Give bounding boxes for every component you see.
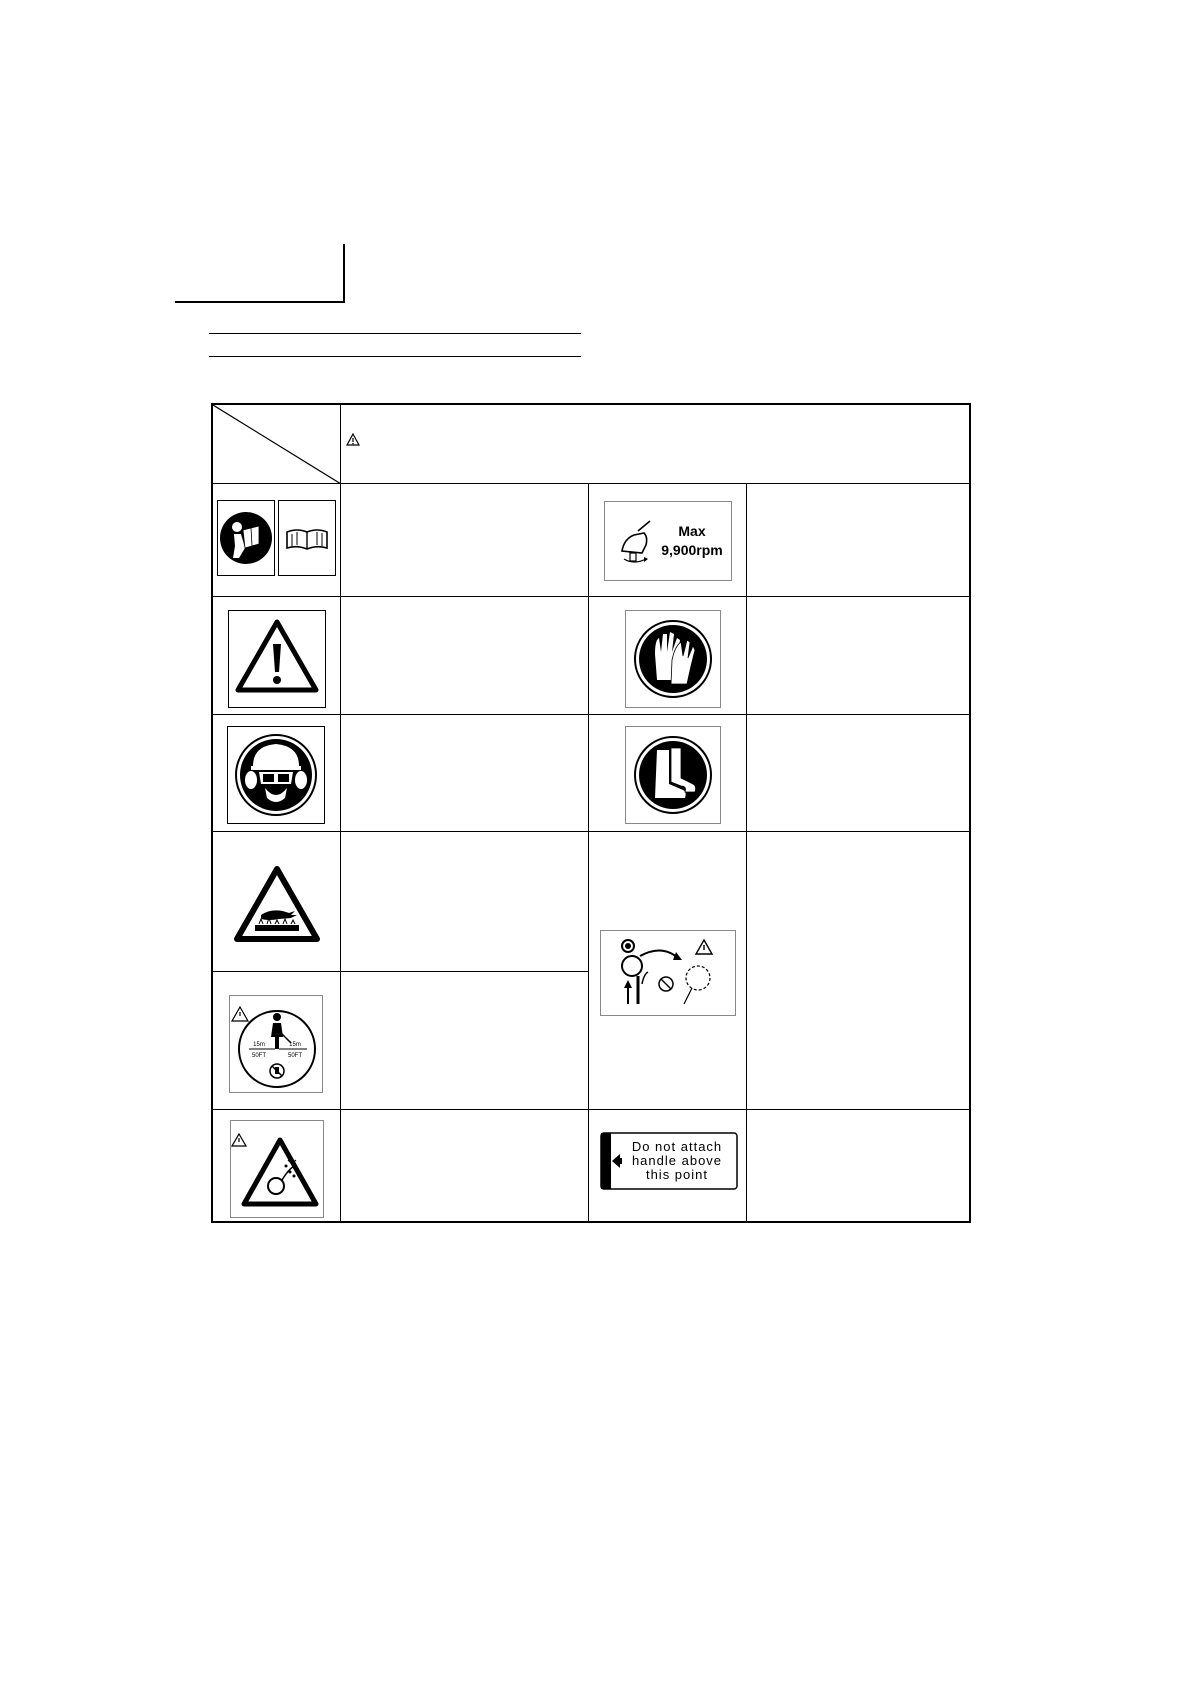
- max-rpm-label-icon: [604, 501, 732, 581]
- table-divider: [340, 405, 341, 1221]
- head-protection-icon: [227, 726, 325, 824]
- handle-position-label-icon: [600, 1132, 738, 1190]
- table-divider: [213, 831, 969, 832]
- distance-left-top: 15m: [253, 1042, 265, 1048]
- table-divider: [213, 596, 969, 597]
- max-rpm-line2: 9,900rpm: [661, 542, 723, 558]
- table-divider: [746, 483, 747, 1221]
- handle-label-line2: handle above: [631, 1153, 723, 1168]
- rotation-direction-icon: [600, 930, 736, 1016]
- warning-triangle-icon: [228, 610, 326, 708]
- table-divider: [213, 971, 588, 972]
- hot-surface-icon: [233, 865, 321, 945]
- handle-label-line1: Do not attach: [631, 1139, 723, 1154]
- table-divider: [588, 483, 589, 1221]
- distance-warning-icon: [229, 995, 323, 1093]
- symbols-table: [211, 403, 971, 1223]
- flying-debris-icon: [230, 1120, 324, 1218]
- distance-left-bottom: 50FT: [251, 1053, 267, 1059]
- title-rule-bottom: [209, 356, 581, 357]
- handle-label-line3: this point: [645, 1167, 709, 1182]
- gloves-icon: [625, 610, 721, 708]
- table-divider: [213, 714, 969, 715]
- max-rpm-line1: Max: [678, 523, 706, 539]
- header-diagonal: [213, 405, 341, 484]
- read-manual-icon: [217, 500, 275, 576]
- boots-icon: [625, 726, 721, 824]
- title-rule-top: [209, 333, 581, 334]
- warning-small-icon: [346, 433, 360, 451]
- corner-rule: [175, 244, 345, 303]
- distance-right-bottom: 50FT: [287, 1053, 303, 1059]
- book-icon: [278, 500, 336, 576]
- distance-right-top: 15m: [289, 1042, 301, 1048]
- table-divider: [213, 1109, 969, 1110]
